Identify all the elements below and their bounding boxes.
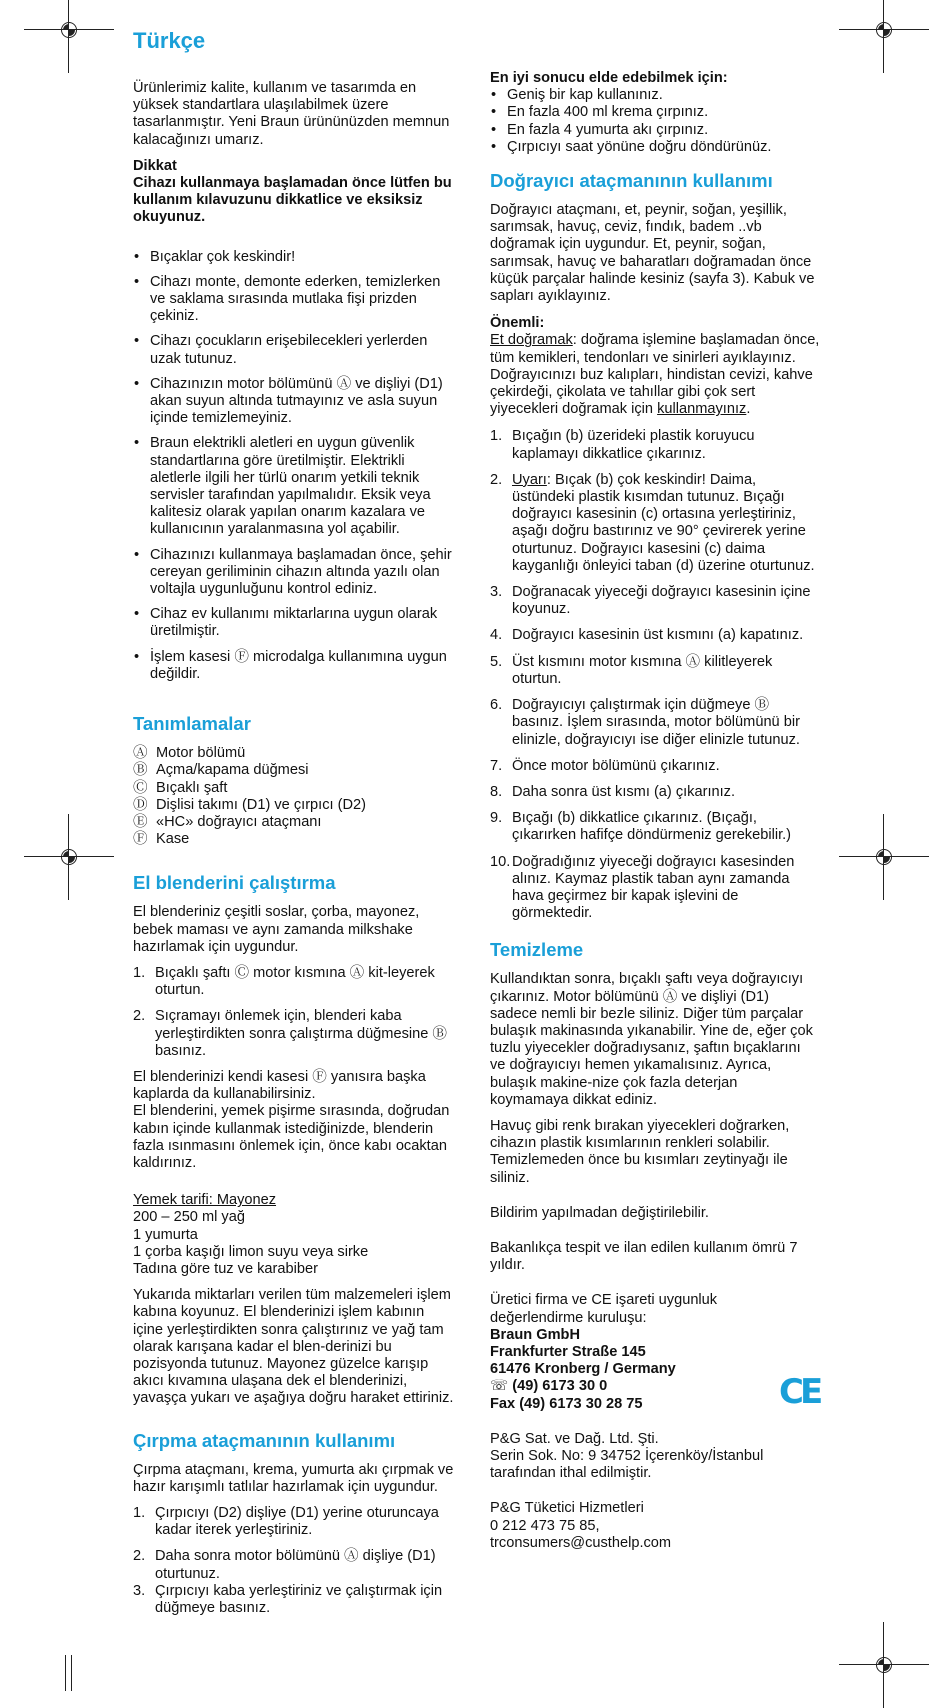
registration-mark-icon (865, 1646, 903, 1684)
maker-line: ☏ (49) 6173 30 0 (490, 1378, 608, 1395)
part-label: Kase (156, 831, 190, 848)
blender-paragraph: El blenderinizi kendi kasesi Ⓕ yanısıra başka kaplarda da kullanabilirsiniz. (133, 1068, 426, 1103)
step-text: Doğranacak yiyeceği doğrayıcı kasesinin içine koyunuz. (512, 584, 811, 618)
recipe-line: 1 yumurta (133, 1226, 198, 1243)
crop-mark (71, 1655, 72, 1691)
list-item (133, 745, 458, 762)
onemli-text (490, 367, 820, 419)
list-item: • Braun elektrikli aletleri en uygun güvenlik standartlarına göre üretilmiştir. Elektrikli aletlerle ilgili her türlü onarım yetkili teknik servisler tarafından yapılmalıdır. Eksik veya kalitesiz olarak yapılan onarım kazalara ve kullanıcının yaralanmasına yol açabilir. (133, 435, 458, 538)
importer-line: Serin Sok. No: 9 34752 İçerenköy/İstanbul (490, 1448, 764, 1464)
chopper-intro: Doğrayıcı ataçmanı, et, peynir, soğan, yeşillik, sarımsak, havuç, ceviz, fındık, badem ..vb doğramak için uygundur. Et, peynir, soğan, sarımsak, havuç ve baharatları doğramadan önce küçük parçalar halinde kesiniz (sayfa 3). Kabuk ve sapları ayıklayınız. (490, 202, 815, 305)
recipe-title: Yemek tarifi: Mayonez (133, 1192, 277, 1209)
list-item (133, 762, 458, 779)
step-text: Sıçramayı önlemek için, blenderi kaba yerleştirdikten sonra çalıştırma düğmesine Ⓑ basınız. (155, 1008, 447, 1059)
list-item: • Cihazınızı kullanmaya başlamadan önce, şehir cereyan geriliminin cihazın altında yazılı olan voltajla uygunluğunu kontrol ediniz. (133, 547, 458, 599)
list-item: • Cihazı çocukların erişebilecekleri yerlerden uzak tutunuz. (133, 333, 458, 367)
warning-label: Uyarı (512, 471, 547, 488)
list-item (133, 1008, 458, 1060)
maker-line: Frankfurter Straße 145 (490, 1343, 646, 1360)
blender-heading: El blenderini çalıştırma (133, 872, 336, 894)
onemli-text (490, 332, 820, 366)
crop-mark (65, 1655, 66, 1691)
dikkat-heading: Dikkat (133, 157, 177, 174)
best-results-list (490, 87, 820, 156)
list-item: • En fazla 4 yumurta akı çırpınız. (490, 122, 820, 139)
chopper-steps (490, 428, 820, 922)
step-number: 1. (490, 428, 503, 445)
importer-line: P&G Sat. ve Dağ. Ltd. Şti. (490, 1430, 659, 1447)
step-text: Çırpıcıyı (D2) dişliye (D1) yerine oturuncaya kadar iterek yerleştiriniz. (155, 1505, 439, 1539)
list-item: • En fazla 400 ml krema çırpınız. (490, 104, 820, 121)
list-item (490, 428, 820, 462)
registration-mark-icon (50, 838, 88, 876)
right-column (490, 70, 820, 1552)
step-number: 8. (490, 783, 503, 800)
step-text: Bıçağı (b) dikkatlice çıkarınız. (Bıçağı, çıkarırken hafifçe döndürmeniz gerekebilir.) (512, 810, 792, 844)
list-item (133, 1583, 458, 1617)
recipe-line: Tadına göre tuz ve karabiber (133, 1260, 318, 1277)
step-number: 2. (490, 471, 503, 488)
step-text: Daha sonra motor bölümünü Ⓐ dişliye (D1) oturtunuz. (155, 1548, 436, 1582)
step-number: 4. (490, 627, 503, 644)
parts-list (133, 745, 458, 848)
maker-line: Fax (49) 6173 30 28 75 (490, 1395, 643, 1412)
onemli-underlined: kullanmayınız (657, 401, 747, 418)
part-key: Ⓕ (133, 831, 148, 848)
blender-intro: El blenderiniz çeşitli soslar, çorba, mayonez, bebek maması ve aynı zamanda milkshake hazırlamak için uygundur. (133, 904, 420, 955)
registration-mark-icon (865, 11, 903, 49)
part-key: Ⓔ (133, 813, 148, 830)
ce-mark-icon: CE (779, 1372, 820, 1412)
recipe-text: Yukarıda miktarları verilen tüm malzemeleri işlem kabına koyunuz. El blenderinizi işlem kabının içine yerleştirdikten sonra çalıştırınız ve yağ tam olarak karışana kadar el blen-derinizi bu pozisyonda tutunuz. Mayonez güzelce karışıp akıcı kıvamına ulaşana dek el blenderinizi, yavaşça yukarı ve aşağıya doğru haraket ettiriniz. (133, 1287, 454, 1407)
step-text: Bıçağın (b) üzerideki plastik koruyucu kaplamayı dikkatlice çıkarınız. (512, 428, 755, 462)
step-text: Doğradığınız yiyeceği doğrayıcı kasesinden alınız. Kaymaz plastik taban aynı zamanda hava geçirmez bir kapak işlevini de görmektedir. (512, 853, 795, 922)
part-label: Bıçaklı şaft (156, 779, 228, 796)
part-key: Ⓐ (133, 745, 148, 762)
step-text: Çırpıcıyı kaba yerleştiriniz ve çalıştırmak için düğmeye basınız. (155, 1582, 443, 1617)
step-text: : Bıçak (b) çok keskindir! Daima, üstündeki plastik kısımdan tutunuz. Bıçağı doğrayıcı kasesinin (c) ortasına yerleştiriniz, aşağı doğru bastırınız ve 90° çevirerek yerine oturtunuz. Doğrayıcı kasesini (c) daima kayganlığı önleyici taban (d) üzerine oturtunuz. (512, 471, 815, 574)
lifetime-text: Bakanlıkça tespit ve ilan edilen kullanım ömrü 7 yıldır. (490, 1239, 798, 1274)
step-number: 7. (490, 757, 503, 774)
step-number: 5. (490, 653, 503, 670)
consumer-line: 0 212 473 75 85, (490, 1517, 600, 1534)
tanimlamalar-heading: Tanımlamalar (133, 713, 251, 735)
blender-paragraph: El blenderini, yemek pişirme sırasında, doğrudan kabın içinde kullanmak istediğinizde, blenderin fazla ısınmasını önlemek için, önce kabı ocaktan kaldırınız. (133, 1103, 450, 1171)
list-item (133, 831, 458, 848)
list-item (490, 810, 820, 844)
list-item (133, 797, 458, 814)
list-item (133, 965, 458, 999)
part-label: Motor bölümü (156, 745, 246, 762)
step-text: Daha sonra üst kısmı (a) çıkarınız. (512, 783, 736, 800)
onemli-text-part: . (746, 401, 751, 418)
best-results-heading: En iyi sonucu elde edebilmek için: (490, 70, 728, 86)
consumer-line: trconsumers@custhelp.com (490, 1534, 672, 1551)
page-title: Türkçe (133, 28, 206, 53)
temizleme-heading: Temizleme (490, 939, 584, 961)
maker-line: 61476 Kronberg / Germany (490, 1361, 676, 1378)
list-item (490, 584, 820, 618)
chopper-heading: Doğrayıcı ataçmanının kullanımı (490, 170, 773, 192)
step-text: Üst kısmını motor kısmına Ⓐ kilitleyerek oturtun. (512, 653, 773, 687)
list-item (490, 784, 820, 801)
step-text: Bıçaklı şaftı Ⓒ motor kısmına Ⓐ kit-leyerek oturtun. (155, 964, 435, 999)
step-text: Önce motor bölümünü çıkarınız. (512, 757, 720, 774)
part-label: Dişlisi takımı (D1) ve çırpıcı (D2) (156, 796, 367, 813)
list-item: • Cihaz ev kullanımı miktarlarına uygun olarak üretilmiştir. (133, 606, 458, 640)
onemli-text-part: : doğrama işlemine başlamadan önce, tüm kemikleri, tendonları ve sinirleri ayıklayınız. (490, 332, 820, 366)
part-label: «HC» doğrayıcı ataçmanı (156, 813, 322, 830)
recipe-line: 1 çorba kaşığı limon suyu veya sirke (133, 1243, 369, 1260)
registration-mark-icon (50, 11, 88, 49)
maker-intro: Üretici firma ve CE işareti uygunluk değerlendirme kuruluşu: (490, 1292, 718, 1326)
cleaning-paragraph: Havuç gibi renk bırakan yiyecekleri doğrarken, cihazın plastik kısımlarının renkleri solabilir. Temizlemeden önce bu kısımları zeytinyağı ile siliniz. (490, 1117, 790, 1186)
step-number: 1. (133, 1505, 146, 1521)
list-item: • Cihazınızın motor bölümünü Ⓐ ve dişliyi (D1) akan suyun altında tutmayınız ve asla suyun içinde temizlemeyiniz. (133, 376, 458, 428)
warning-list (133, 249, 458, 683)
step-text: Doğrayıcıyı çalıştırmak için düğmeye Ⓑ basınız. İşlem sırasında, motor bölümünü bir elinizle, doğrayıcıyı ise diğer elinizle tutunuz. (512, 697, 800, 748)
whisk-intro: Çırpma ataçmanı, krema, yumurta akı çırpmak ve hazır karışımlı tatlılar hazırlamak için uygundur. (133, 1461, 454, 1495)
step-number: 3. (133, 1582, 146, 1599)
onemli-heading: Önemli: (490, 315, 545, 332)
list-item (490, 654, 820, 688)
whisk-heading: Çırpma ataçmanının kullanımı (133, 1429, 396, 1451)
notice-text: Bildirim yapılmadan değiştirilebilir. (490, 1204, 709, 1221)
registration-mark-icon (865, 838, 903, 876)
onemli-underlined: Et doğramak (490, 332, 573, 349)
importer-line: tarafından ithal edilmiştir. (490, 1465, 652, 1482)
list-item (490, 472, 820, 575)
list-item: • Cihazı monte, demonte ederken, temizlerken ve saklama sırasında mutlaka fişi prizden çekiniz. (133, 274, 458, 326)
left-column (133, 80, 458, 1626)
list-item (490, 627, 820, 644)
step-number: 10. (490, 853, 511, 870)
whisk-steps (133, 1505, 458, 1617)
list-item (490, 758, 820, 775)
step-number: 6. (490, 697, 503, 714)
list-item (133, 780, 458, 797)
dikkat-text: Cihazı kullanmaya başlamadan önce lütfen bu kullanım kılavuzunu dikkatlice ve eksiksiz okuyunuz. (133, 175, 452, 226)
list-item: • Geniş bir kap kullanınız. (490, 87, 820, 104)
list-item: • Bıçaklar çok keskindir! (133, 249, 458, 266)
part-key: Ⓑ (133, 762, 148, 779)
list-item (490, 697, 820, 749)
list-item (133, 1548, 458, 1582)
recipe-line: 200 – 250 ml yağ (133, 1209, 245, 1226)
list-item: • Çırpıcıyı saat yönüne doğru döndürünüz. (490, 139, 820, 156)
list-item (133, 1505, 458, 1539)
part-key: Ⓒ (133, 779, 148, 796)
step-number: 3. (490, 584, 503, 601)
list-item (133, 814, 458, 831)
maker-line: Braun GmbH (490, 1326, 580, 1343)
step-number: 1. (133, 964, 146, 981)
consumer-line: P&G Tüketici Hizmetleri (490, 1500, 644, 1517)
onemli-text-part: Doğrayıcınızı buz kalıpları, hindistan cevizi, kahve çekirdeği, çikolata ve tahıllar gibi çok sert yiyecekleri doğramak için (490, 366, 813, 418)
list-item (490, 854, 820, 923)
blender-steps (133, 965, 458, 1060)
intro-paragraph: Ürünlerimiz kalite, kullanım ve tasarımda en yüksek standartlara ulaşılabilmek üzere tasarlanmıştır. Yeni Braun ürününüzden memnun kalacağınızı umarız. (133, 80, 450, 148)
step-text: Doğrayıcı kasesinin üst kısmını (a) kapatınız. (512, 627, 804, 644)
part-label: Açma/kapama düğmesi (156, 762, 309, 779)
cleaning-paragraph: Kullandıktan sonra, bıçaklı şaftı veya doğrayıcıyı çıkarınız. Motor bölümünü Ⓐ ve dişliyi (D1) sadece nemli bir bezle siliniz. Diğer tüm parçalar bulaşık makinasında yıkanabilir. Yine de, eğer çok tuzlu yiyecekler doğradıysanız, şaftın bıçaklarını ve doğrayıcıyı hemen yıkamalısınız. Ayrıca, bulaşık makine-nize çok fazla deterjan koymamaya dikkat ediniz. (490, 971, 813, 1108)
step-number: 2. (133, 1008, 146, 1025)
step-number: 2. (133, 1548, 146, 1565)
part-key: Ⓓ (133, 796, 148, 813)
list-item: • İşlem kasesi Ⓕ microdalga kullanımına uygun değildir. (133, 649, 458, 683)
step-number: 9. (490, 810, 503, 827)
